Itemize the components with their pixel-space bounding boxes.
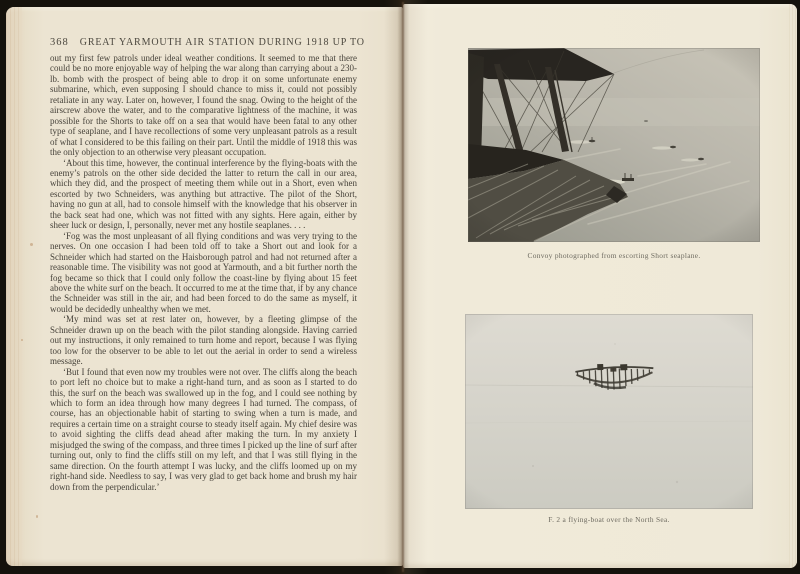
flying-boat-photo (465, 314, 753, 509)
paragraph: ‘But I found that even now my troubles were not over. The cliffs along the beach to port left no choice but to make a right-hand turn, and as soon as I started to do this, the surf on the beach was swallowed up in the fog, and I could see nothing by which to form an idea through how many degrees I had turned. The compass, of course, has an objectionable habit of starting to swing when a turn is made, and requires a certain time on a straight course to steady itself again. My chief desire was to avoid sighting the cliffs dead ahead after making the turn. In my anxiety I misjudged the swing of the compass, and three times I picked up the line of surf after turning out, only to find the cliffs still on my left, and that I was still flying in the same direction. On the fourth attempt I was lucky, and the cliffs loomed up on my right-hand side. Needless to say, I was very glad to get back home and brush my hair down from the perpendicular.’ (50, 366, 357, 492)
figure-caption: F. 2 a flying-boat over the North Sea. (548, 515, 670, 524)
aerial-convoy-photo (468, 48, 760, 242)
book-gutter-crease (402, 2, 404, 572)
paragraph: out my first few patrols under ideal weather conditions. It seemed to me that there could be no more enjoyable way of helping the war along than carrying about a 230-lb. bomb with the prospect of being able to drop it on some unfortunate enemy submarine, which, even supposing I should chance to miss it, could not possibly retaliate in any way. Later on, however, I found the snag. Owing to the height of the airscrew above the water, and to the comparative lightness of the machine, it was possible for the Shorts to take off on a sea that would have been fatal to any other type of seaplane, and I have recollections of some very unpleasant patrols as a result of what I considered to be this failing on their part. Until the middle of 1918 this was the only objection to an otherwise very pleasant occupation. (50, 53, 357, 158)
figure-convoy (468, 48, 760, 242)
paragraph: ‘Fog was the most unpleasant of all flying conditions and was very trying to the nerves. On one occasion I had been told off to take a Short out and look for a Schneider which had started on the Haisborough patrol and had not returned after a reasonable time. The visibility was not good at Yarmouth, and a bit further north the fog became so thick that I could only follow the coast-line by flying about 15 feet above the white surf on the beach. It occurred to me at the time that, if by any chance the Schneider was still in the air, and had been forced to do the same as myself, it would be decidedly unhealthy when we met. (50, 230, 357, 314)
running-title: GREAT YARMOUTH AIR STATION DURING 1918 UP TO (79, 37, 365, 48)
paragraph: ‘My mind was set at rest later on, however, by a fleeting glimpse of the Schneider drawn up on the beach with the pilot standing alongside. Having carried out my instructions, it only remained to turn home and report, because I was flying too low for the observer to be able to let out the aerial in order to send a wireless message. (50, 314, 357, 367)
running-head (50, 37, 365, 48)
foxing-spot (21, 339, 23, 341)
page-number: 368 (50, 37, 69, 48)
figure-flying-boat (465, 314, 753, 509)
page-edge-texture (789, 4, 797, 568)
figure-caption: Convoy photographed from escorting Short seaplane. (527, 251, 701, 260)
left-page (6, 7, 403, 566)
paragraph: ‘About this time, however, the continual interference by the flying-boats with the enemy’s patrols on the other side decided the latter to return the call in our area, which they did, and the prospect of meeting them while out in a Short, even when escorted by two Schneiders, was anything but attractive. The pilot of the Short, having no gun at all, had to console himself with the knowledge that his observer in the back seat had one, which was not fitted with any sights. Here again, either by sheer luck or design, I, personally, never met any hostile seaplanes. . . . (50, 157, 357, 231)
foxing-spot (36, 515, 38, 518)
body-text (50, 53, 357, 492)
page-edge-texture (6, 7, 22, 566)
right-page (403, 4, 797, 568)
foxing-spot (30, 243, 33, 246)
